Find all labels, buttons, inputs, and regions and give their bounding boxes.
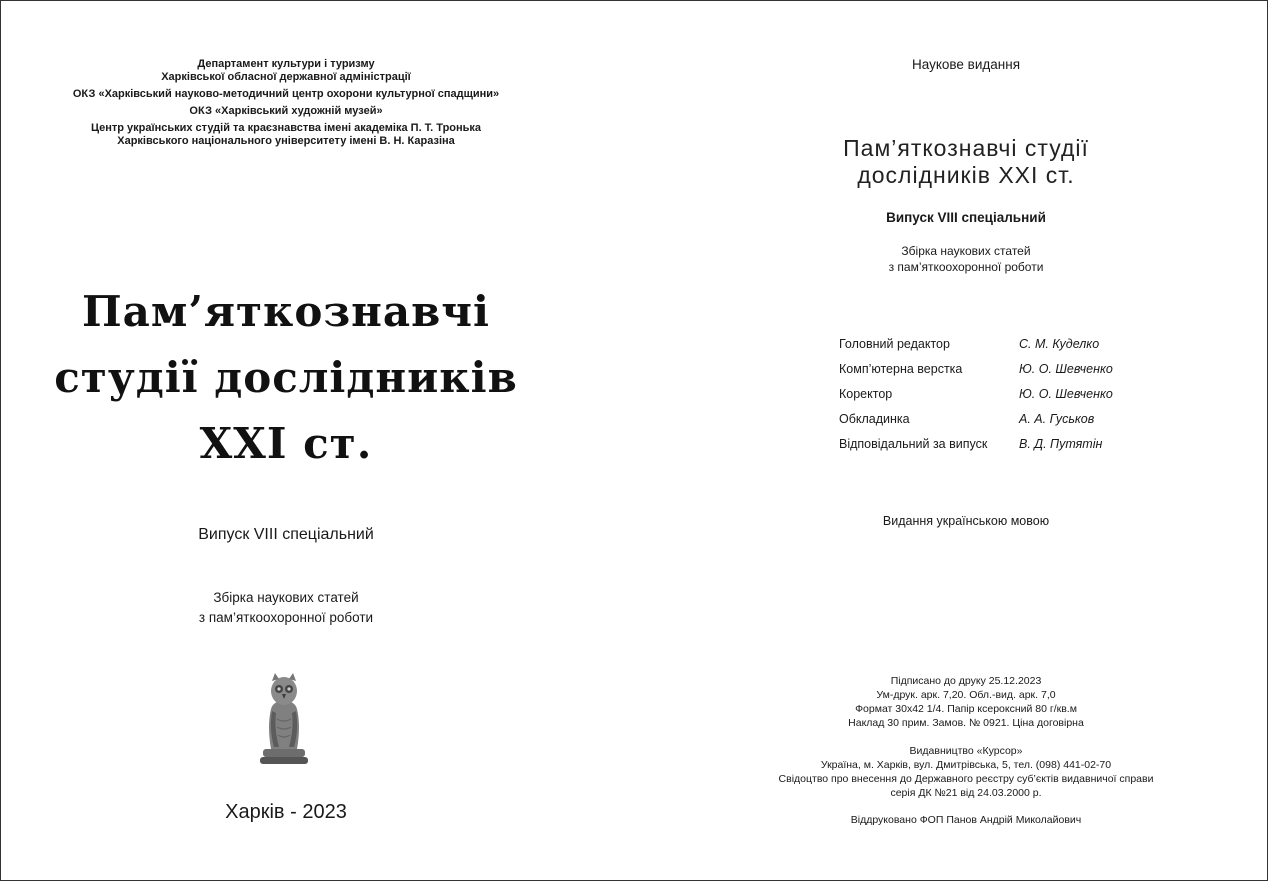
- imprint-line: Підписано до друку 25.12.2023: [890, 675, 1042, 687]
- credit-name: Ю. О. Шевченко: [1019, 386, 1113, 401]
- collection-line: Збірка наукових статей: [901, 244, 1031, 258]
- book-title: [661, 135, 1268, 189]
- edition-type: Наукове видання: [911, 57, 1021, 72]
- book-title-line: Пам’яткознавчі студії: [843, 135, 1089, 161]
- credit-row: [839, 356, 1113, 381]
- issue-label: Випуск VIII спеціальний: [198, 526, 374, 543]
- cover-title: [1, 279, 571, 477]
- credit-role: Обкладинка: [839, 411, 910, 426]
- credit-row: [839, 381, 1113, 406]
- cover-title-line: Пам’яткознавчі: [81, 287, 491, 336]
- issue-label: Випуск VIII спеціальний: [886, 210, 1046, 225]
- credit-role: Головний редактор: [839, 336, 950, 351]
- city-year: Харків - 2023: [225, 801, 347, 823]
- publisher-line: Видавництво «Курсор»: [909, 745, 1023, 757]
- institution-line: ОКЗ «Харківський науково-методичний центр охорони культурної спадщини»: [72, 88, 500, 100]
- collection-subtitle: [1, 588, 571, 628]
- credit-role: Комп’ютерна верстка: [839, 361, 963, 376]
- publisher-line: Свідоцтво про внесення до Державного реєстру суб’єктів видавничої справи: [778, 773, 1154, 785]
- institution-line: Департамент культури і туризму: [197, 58, 375, 70]
- institution-ukrainian-studies-center: [1, 122, 571, 148]
- imprint-line: Наклад 30 прим. Замов. № 0921. Ціна договірна: [848, 717, 1084, 729]
- publisher-line: Україна, м. Харків, вул. Дмитрівська, 5, тел. (098) 441-02-70: [820, 759, 1112, 771]
- credit-row: [839, 431, 1113, 456]
- institution-art-museum: [1, 105, 571, 118]
- credit-name: А. А. Гуськов: [1019, 411, 1095, 426]
- imprint-block: [661, 674, 1268, 730]
- publisher-block: [661, 744, 1268, 800]
- credit-role: Коректор: [839, 386, 893, 401]
- cover-title-line: XXI ст.: [199, 419, 373, 468]
- collection-subtitle: [661, 243, 1268, 275]
- institution-line: Харківського національного університету імені В. Н. Каразіна: [117, 135, 455, 147]
- institution-culture-department: [1, 58, 571, 84]
- printed-by: Віддруковано ФОП Панов Андрій Миколайович: [850, 814, 1082, 826]
- institution-heritage-center: [1, 88, 571, 101]
- publisher-line: серія ДК №21 від 24.03.2000 р.: [890, 787, 1042, 799]
- left-page: [1, 1, 571, 880]
- institution-line: Харківської обласної державної адміністрації: [161, 71, 411, 83]
- credits-list: [839, 331, 1113, 456]
- institutions-block: [1, 58, 571, 152]
- credit-name: В. Д. Путятін: [1019, 436, 1103, 451]
- imprint-line: Ум-друк. арк. 7,20. Обл.-вид. арк. 7,0: [876, 689, 1056, 701]
- collection-line: з пам’яткоохоронної роботи: [888, 260, 1044, 274]
- owl-statue-image: [259, 671, 309, 766]
- credit-row: [839, 331, 1113, 356]
- imprint-line: Формат 30x42 1/4. Папір ксероксний 80 г/кв.м: [855, 703, 1077, 715]
- institution-line: Центр українських студій та краєзнавства імені академіка П. Т. Тронька: [90, 122, 482, 134]
- credit-name: С. М. Куделко: [1019, 336, 1100, 351]
- book-title-line: дослідників XXI ст.: [857, 162, 1075, 188]
- credit-role: Відповідальний за випуск: [839, 436, 988, 451]
- language-note: Видання українською мовою: [882, 514, 1050, 528]
- collection-line: з пам’яткоохоронної роботи: [198, 610, 374, 625]
- institution-line: ОКЗ «Харківський художній музей»: [189, 105, 383, 117]
- cover-title-line: студії дослідників: [54, 353, 518, 402]
- credit-row: [839, 406, 1113, 431]
- credit-name: Ю. О. Шевченко: [1019, 361, 1113, 376]
- collection-line: Збірка наукових статей: [213, 590, 359, 605]
- right-page: [661, 1, 1268, 880]
